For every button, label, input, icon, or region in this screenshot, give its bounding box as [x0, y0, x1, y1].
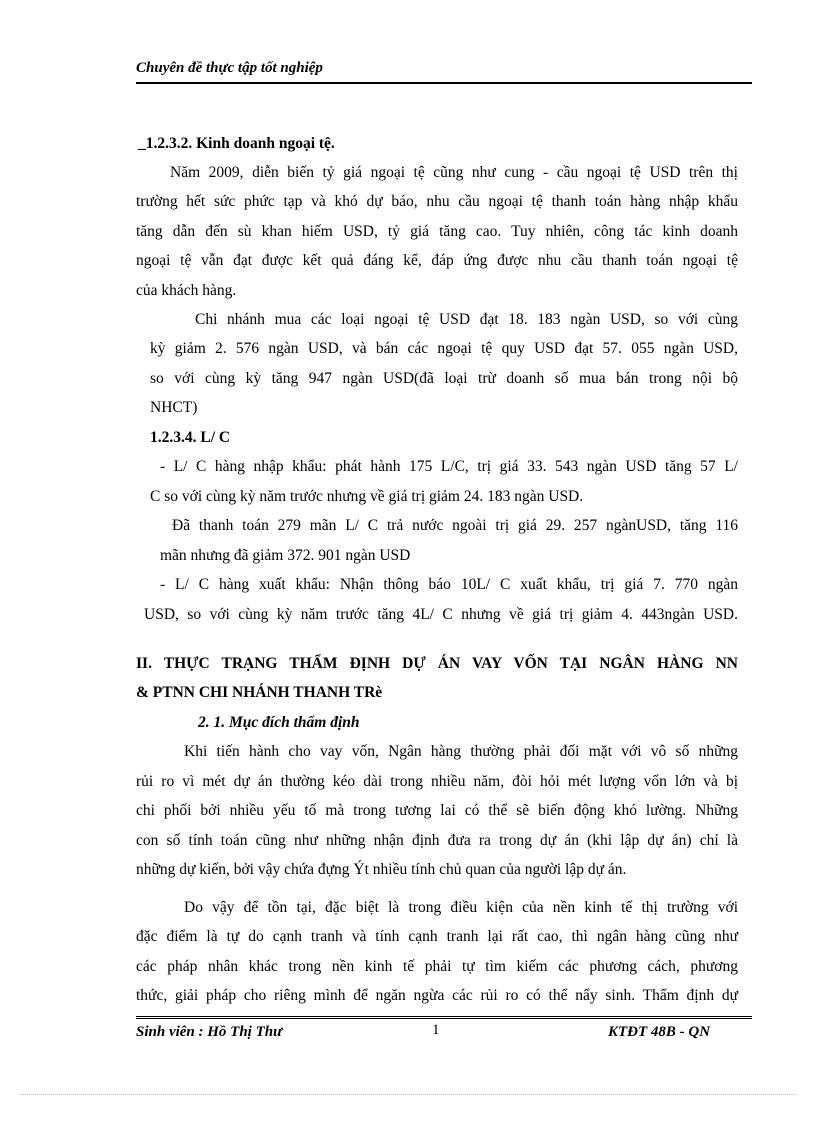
text-line: - L/ C hàng xuất khẩu: Nhận thông báo 10L/ C xuất khẩu, trị giá 7. 770 ngàn: [160, 576, 738, 593]
text-line: của khách hàng.: [136, 282, 237, 299]
text-line: con số tính toán cũng như những nhận định đưa ra trong dự án (khi lập dự án) chỉ là: [136, 832, 738, 849]
text-line: chi phối bởi nhiều yếu tố mà trong tương lai có thể sẽ biến động khó lường. Những: [136, 802, 738, 819]
page-number: 1: [432, 1022, 440, 1038]
section-heading-1234: 1.2.3.4. L/ C: [150, 429, 231, 446]
section-heading-II-line1: II. THỰC TRẠNG THẨM ĐỊNH DỰ ÁN VAY VỐN TẠI NGÂN HÀNG NN: [136, 655, 738, 672]
header-rule: [136, 82, 752, 84]
text-line: Năm 2009, diễn biến tỷ giá ngoại tệ cũng như cung - cầu ngoại tệ USD trên thị: [170, 164, 738, 181]
text-line: Đã thanh toán 279 mãn L/ C trả nước ngoài trị giá 29. 257 ngànUSD, tăng 116: [172, 517, 738, 534]
page-bottom-border: [20, 1094, 796, 1095]
text-line: Do vậy để tồn tại, đặc biệt là trong điều kiện của nền kinh tế thị trường với: [184, 899, 738, 916]
text-line: tăng dẫn đến sù khan hiếm USD, tỷ giá tăng cao. Tuy nhiên, công tác kinh doanh: [136, 223, 738, 240]
text-line: trường hết sức phức tạp và khó dự báo, nhu cầu ngoại tệ thanh toán hàng nhập khẩu: [136, 193, 738, 210]
text-line: so với cùng kỳ tăng 947 ngàn USD(đã loại trừ doanh số mua bán trong nội bộ: [150, 370, 738, 387]
text-line: - L/ C hàng nhập khẩu: phát hành 175 L/C, trị giá 33. 543 ngàn USD tăng 57 L/: [160, 458, 738, 475]
section-heading-1232: _1.2.3.2. Kinh doanh ngoại tệ.: [138, 135, 335, 152]
text-line: mãn nhưng đã giảm 372. 901 ngàn USD: [160, 547, 411, 564]
text-line: C so với cùng kỳ năm trước nhưng về giá trị giảm 24. 183 ngàn USD.: [150, 488, 584, 505]
text-line: thức, giải pháp cho riêng mình để ngăn ngừa các rủi ro có thể nẩy sinh. Thẩm định dự: [136, 987, 738, 1004]
sub-heading-21: 2. 1. Mục đích thẩm định: [198, 714, 360, 731]
page-header-title: Chuyên đề thực tập tốt nghiệp: [136, 60, 323, 76]
text-line: kỳ giảm 2. 576 ngàn USD, và bán các ngoại tệ quy USD đạt 57. 055 ngàn USD,: [150, 340, 738, 357]
text-line: những dự kiến, bởi vậy chứa đựng Ýt nhiều tính chủ quan của người lập dự án.: [136, 861, 627, 878]
text-line: Chi nhánh mua các loại ngoại tệ USD đạt 18. 183 ngàn USD, so với cùng: [195, 311, 738, 328]
text-line: NHCT): [150, 399, 198, 416]
footer-class-code: KTĐT 48B - QN: [608, 1024, 711, 1040]
footer-student-name: Sinh viên : Hồ Thị Thư: [136, 1024, 283, 1040]
text-line: USD, so với cùng kỳ năm trước tăng 4L/ C nhưng về giá trị giảm 4. 443ngàn USD.: [144, 606, 738, 623]
text-line: các pháp nhân khác trong nền kinh tế phải tự tìm kiếm các phương cách, phương: [136, 958, 738, 975]
footer-rule: [136, 1016, 752, 1019]
text-line: ngoại tệ vẫn đạt được kết quả đáng kể, đáp ứng được nhu cầu thanh toán ngoại tệ: [136, 252, 738, 269]
text-line: đặc điểm là tự do cạnh tranh và tính cạnh tranh lại rất cao, thì ngân hàng cũng như: [136, 928, 738, 945]
text-line: rủi ro vì mét dự án thường kéo dài trong nhiều năm, đòi hỏi mét lượng vốn lớn và bị: [136, 773, 738, 790]
section-heading-II-line2: & PTNN CHI NHÁNH THANH TRè: [136, 684, 383, 701]
text-line: Khi tiến hành cho vay vốn, Ngân hàng thường phải đối mặt với vô số những: [184, 743, 738, 760]
